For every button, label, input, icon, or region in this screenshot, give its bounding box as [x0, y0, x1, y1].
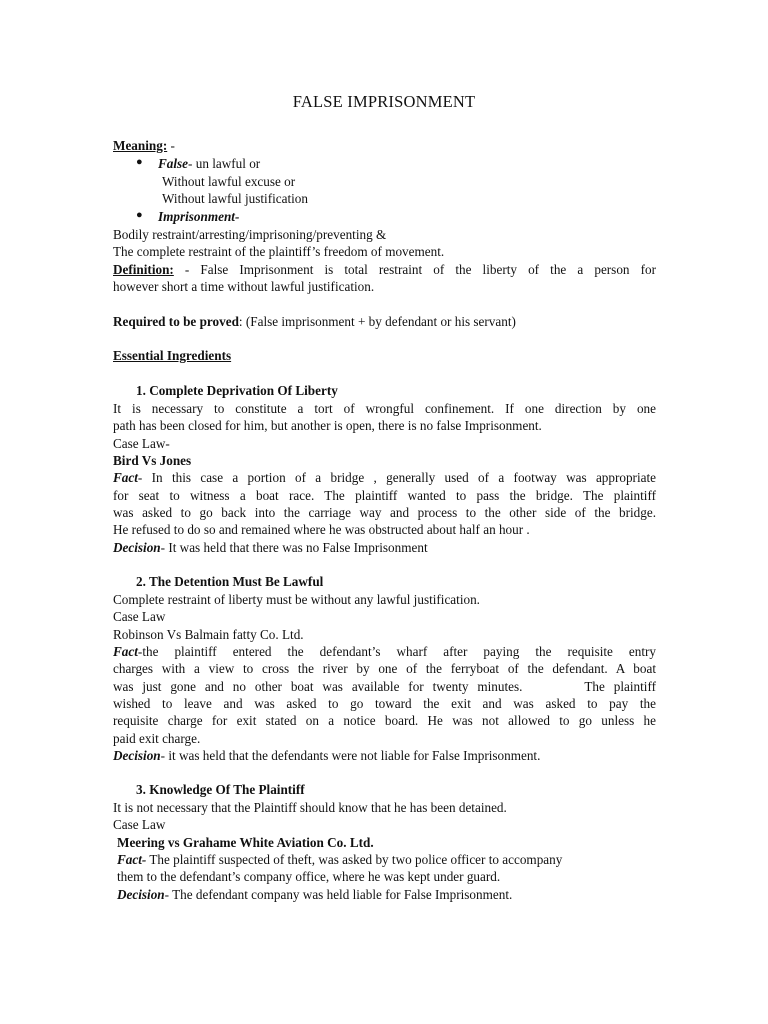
section-3-fact-1: [117, 851, 660, 868]
false-line-1: - un lawful or: [188, 156, 261, 171]
section-1-intro-1: It is necessary to constitute a tort of wrongful confinement. If one direction by one: [113, 401, 656, 416]
fact-text: - In this case a portion of a bridge , generally used of a footway was appropriate: [137, 470, 656, 485]
section-2-fact-4: wished to leave and was asked to go toward the exit and was asked to pay the: [113, 696, 656, 711]
section-2-fact-6: paid exit charge.: [113, 731, 201, 746]
fact-text: The plaintiff suspected of theft, was asked by two police officer to accompany: [146, 852, 563, 867]
definition-text: - False Imprisonment is total restraint of the liberty of the a person for: [173, 262, 656, 277]
required-label: Required to be proved: [113, 314, 239, 329]
required-line: [113, 313, 656, 330]
section-2-fact-2: charges with a view to cross the river by one of the ferryboat of the defendant. A boat: [113, 661, 656, 676]
section-2-intro-1: Complete restraint of liberty must be without any lawful justification.: [113, 592, 480, 607]
imprisonment-line-2: The complete restraint of the plaintiff’s freedom of movement.: [113, 244, 445, 259]
essential-heading-line: [113, 347, 656, 364]
bullet-icon: ●: [136, 209, 143, 221]
section-2-case-name: Robinson Vs Balmain fatty Co. Ltd.: [113, 627, 304, 642]
section-1-case-law: Case Law-: [113, 436, 170, 451]
definition-line-2: however short a time without lawful justification.: [113, 279, 375, 294]
meaning-suffix: -: [167, 138, 175, 153]
section-1-fact-3: was asked to go back into the carriage way and process to the other side of the bridge.: [113, 505, 656, 520]
decision-label: Decision: [117, 887, 165, 902]
section-1-heading: 1. Complete Deprivation Of Liberty: [136, 383, 338, 398]
false-line-3: Without lawful justification: [162, 191, 308, 206]
meaning-heading: Meaning:: [113, 138, 168, 153]
section-2-decision: [113, 747, 656, 764]
section-3-case-law: Case Law: [113, 817, 166, 832]
false-term: False: [158, 156, 189, 171]
fact-label: Fact-: [117, 852, 147, 867]
section-2-fact-3: was just gone and no other boat was available for twenty minutes. The plaintiff: [113, 679, 656, 694]
section-3-heading: 3. Knowledge Of The Plaintiff: [136, 782, 305, 797]
decision-label: Decision: [113, 748, 161, 763]
page-title: FALSE IMPRISONMENT: [292, 92, 476, 111]
section-1-decision: [113, 539, 656, 556]
false-line-2: Without lawful excuse or: [162, 174, 296, 189]
definition-label: Definition:: [113, 262, 174, 277]
section-1-fact-1: [113, 469, 656, 486]
false-line: [158, 155, 558, 172]
imprisonment-line: [158, 208, 558, 225]
essential-heading: Essential Ingredients: [113, 348, 232, 363]
imprisonment-term: Imprisonment-: [158, 209, 240, 224]
decision-text: - It was held that there was no False Imprisonment: [160, 540, 428, 555]
section-2-heading: 2. The Detention Must Be Lawful: [136, 574, 324, 589]
meaning-line: [113, 137, 656, 154]
section-1-fact-2: for seat to witness a boat race. The plaintiff wanted to pass the bridge. The plaintiff: [113, 488, 656, 503]
decision-label: Decision: [113, 540, 161, 555]
fact-label: Fact: [113, 644, 138, 659]
imprisonment-line-1: Bodily restraint/arresting/imprisoning/preventing &: [113, 227, 387, 242]
section-2-case-law: Case Law: [113, 609, 166, 624]
definition-line-1: [113, 261, 656, 278]
section-1-intro-2: path has been closed for him, but another is open, there is no false Imprisonment.: [113, 418, 542, 433]
required-text: : (False imprisonment + by defendant or his servant): [238, 314, 516, 329]
decision-text: - it was held that the defendants were not liable for False Imprisonment.: [160, 748, 541, 763]
fact-text: -the plaintiff entered the defendant’s wharf after paying the requisite entry: [137, 644, 656, 659]
section-3-fact-2: them to the defendant’s company office, where he was kept under guard.: [117, 869, 501, 884]
fact-label: Fact: [113, 470, 138, 485]
decision-text: - The defendant company was held liable for False Imprisonment.: [164, 887, 513, 902]
section-3-intro-1: It is not necessary that the Plaintiff should know that he has been detained.: [113, 800, 507, 815]
section-2-fact-1: [113, 643, 656, 660]
section-1-case-name: Bird Vs Jones: [113, 453, 192, 468]
bullet-icon: ●: [136, 156, 143, 168]
section-1-fact-4: He refused to do so and remained where he was obstructed about half an hour .: [113, 522, 530, 537]
section-2-fact-5: requisite charge for exit stated on a notice board. He was not allowed to go unless he: [113, 713, 656, 728]
section-3-decision: [117, 886, 660, 903]
section-3-case-name: Meering vs Grahame White Aviation Co. Ltd.: [117, 835, 374, 850]
